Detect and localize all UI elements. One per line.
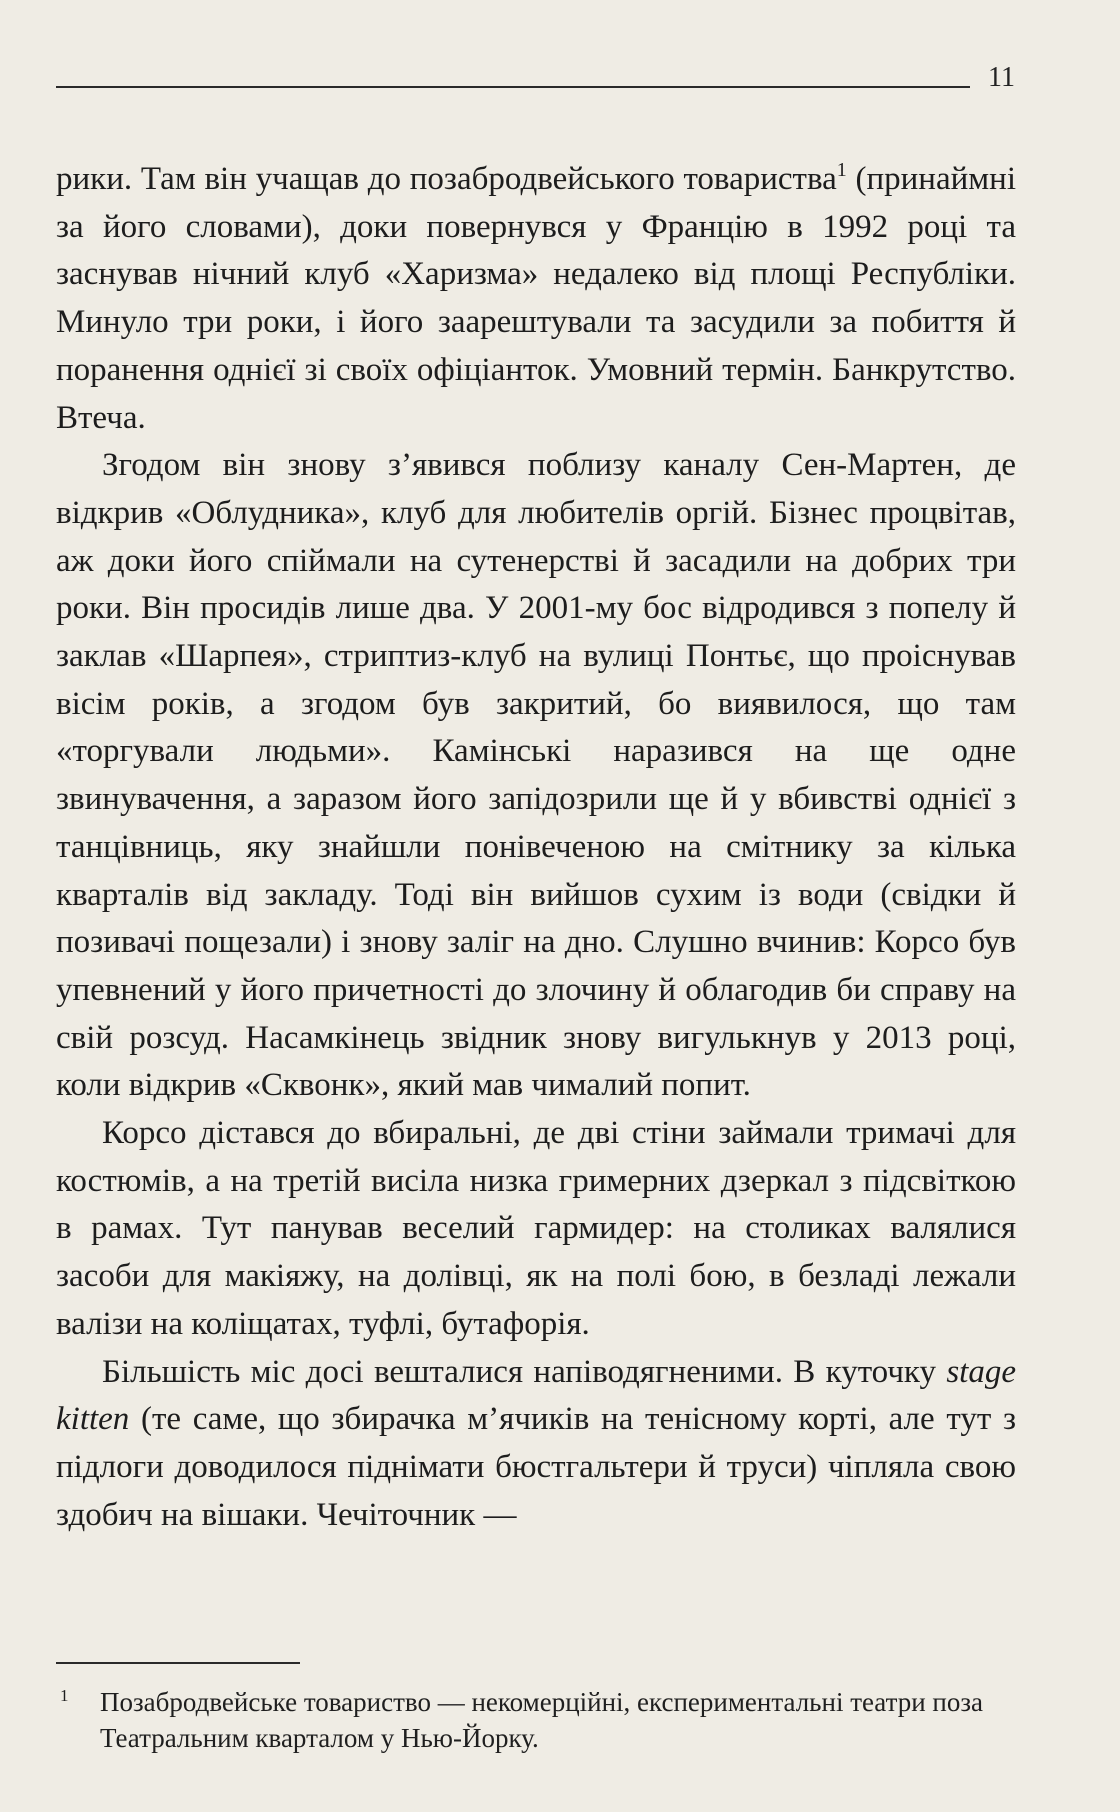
header-rule — [56, 86, 970, 88]
paragraph-1-text-b: (принаймні за його словами), доки повернувся у Францію в 1992 році та заснував нічний клуб «Харизма» недалеко від площі Республіки. Минуло три роки, і його заарештували та засудили за побиття й поранення однієї зі своїх офіціанток. Умовний термін. Банкрутство. Втеча. — [56, 161, 1016, 436]
footnote-text: Позабродвейське товариство — некомерційні, експериментальні театри поза Театральним кварталом у Нью-Йорку. — [100, 1687, 984, 1753]
paragraph-1-text-a: рики. Там він учащав до позабродвейського товариства — [56, 161, 837, 197]
paragraph-4-text-b: (те саме, що збирачка м’ячиків на тенісному корті, але тут з підлоги доводилося піднімати бюстгальтери й труси) чіпляла свою здобич на вішаки. Чечіточник — — [56, 1401, 1016, 1533]
footnote-mark: 1 — [60, 1686, 69, 1705]
paragraph-4-text-a: Більшість міс досі вешталися напіводягненими. В куточку — [102, 1353, 947, 1390]
footnote-rule — [56, 1662, 300, 1664]
footnote-reference: 1 — [836, 159, 847, 181]
paragraph-4 — [56, 1349, 1016, 1540]
footnote — [56, 1684, 1026, 1756]
main-text — [56, 156, 1016, 1539]
italic-term: stage kitten — [56, 1353, 1016, 1438]
paragraph-2: Згодом він знову з’явився поблизу каналу Сен-Мартен, де відкрив «Облудника», клуб для любителів оргій. Бізнес процвітав, аж доки його спіймали на сутенерстві й засадили на добрих три роки. Він просидів лише два. У 2001-му бос відродився з попелу й заклав «Шарпея», стриптиз-клуб на вулиці Понтьє, що проіснував вісім років, а згодом був закритий, бо виявилося, що там «торгували людьми». Камінські наразився на ще одне звинувачення, а заразом його запідозрили ще й у вбивстві однієї з танцівниць, яку знайшли понівеченою на смітнику за кілька кварталів від закладу. Тоді він вийшов сухим із води (свідки й позивачі пощезали) і знову заліг на дно. Слушно вчинив: Корсо був упевнений у його причетності до злочину й облагодив би справу на свій розсуд. Насамкінець звідник знову вигулькнув у 2013 році, коли відкрив «Сквонк», який мав чималий попит. — [56, 447, 1016, 1104]
paragraph-3: Корсо дістався до вбиральні, де дві стіни займали тримачі для костюмів, а на третій висіла низка гримерних дзеркал з підсвіткою в рамах. Тут панував веселий гармидер: на столиках валялися засоби для макіяжу, на долівці, як на полі бою, в безладі лежали валізи на коліщатах, туфлі, бутафорія. — [56, 1115, 1016, 1342]
paragraph-1 — [56, 156, 1016, 442]
page-number: 11 — [988, 62, 1015, 93]
